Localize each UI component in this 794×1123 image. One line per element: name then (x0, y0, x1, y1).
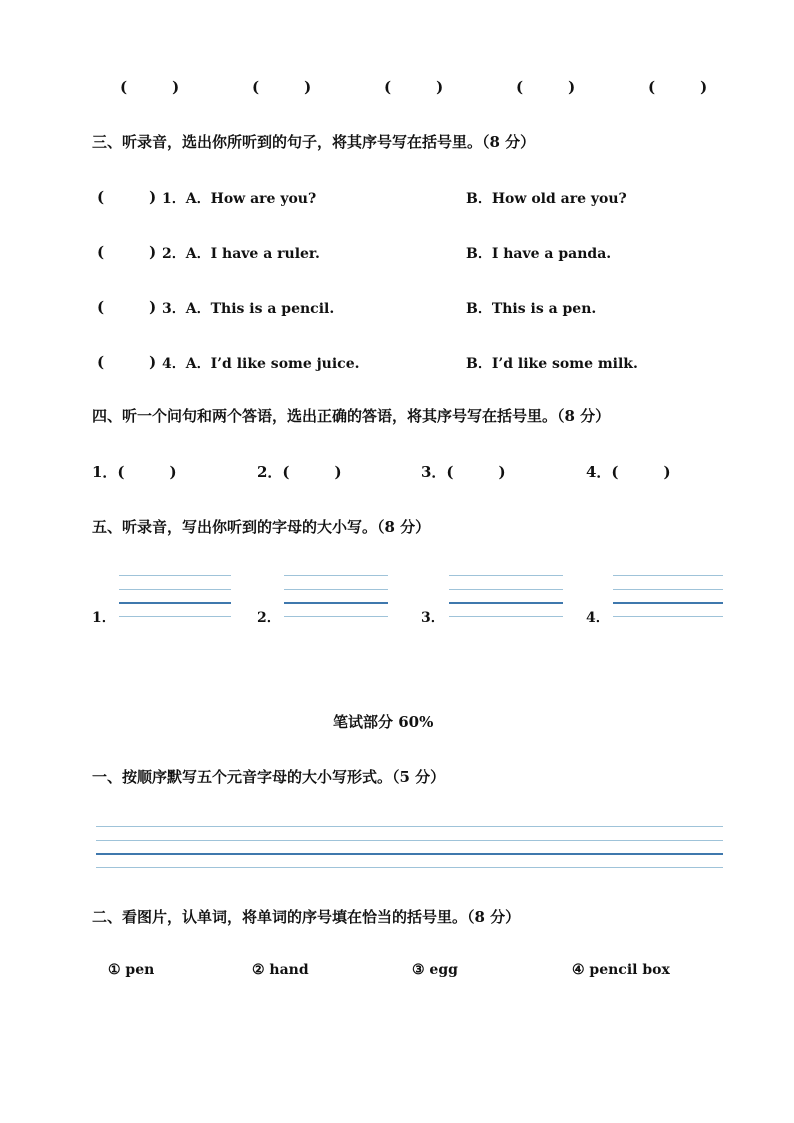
word-option: ① pen (108, 962, 155, 978)
answer-paren[interactable]: 2．( ) (257, 463, 342, 481)
item-number: 3． (421, 610, 445, 626)
option-b: B．This is a pen. (466, 301, 597, 317)
word-option: ③ egg (412, 962, 458, 978)
section-3-title: 三、听录音，选出你所听到的句子，将其序号写在括号里。（8 分） (92, 133, 536, 151)
answer-paren[interactable]: ( ) (384, 78, 444, 96)
writing-lines[interactable] (284, 575, 388, 619)
answer-paren[interactable]: 1．( ) (92, 463, 177, 481)
writing-lines[interactable] (96, 826, 723, 870)
answer-paren[interactable]: ( ) (97, 298, 157, 316)
item-number: 1． (92, 610, 116, 626)
written-heading: 笔试部分 60% (333, 713, 434, 731)
word-option: ② hand (252, 962, 309, 978)
section-4-title: 四、听一个问句和两个答语，选出正确的答语，将其序号写在括号里。（8 分） (92, 407, 611, 425)
written-q2-title: 二、看图片，认单词，将单词的序号填在恰当的括号里。（8 分） (92, 908, 521, 926)
answer-paren[interactable]: ( ) (97, 243, 157, 261)
option-a: 2．A．I have a ruler. (162, 246, 320, 262)
answer-paren[interactable]: 4．( ) (586, 463, 671, 481)
option-a: 1．A．How are you? (162, 191, 317, 207)
answer-paren[interactable]: 3．( ) (421, 463, 506, 481)
word-option: ④ pencil box (572, 962, 670, 978)
item-number: 2． (257, 610, 281, 626)
answer-paren[interactable]: ( ) (97, 188, 157, 206)
written-q1-title: 一、按顺序默写五个元音字母的大小写形式。（5 分） (92, 768, 446, 786)
answer-paren[interactable]: ( ) (252, 78, 312, 96)
option-a: 4．A．I’d like some juice. (162, 356, 360, 372)
writing-lines[interactable] (449, 575, 563, 619)
answer-paren[interactable]: ( ) (516, 78, 576, 96)
option-b: B．I’d like some milk. (466, 356, 638, 372)
answer-paren[interactable]: ( ) (120, 78, 180, 96)
option-b: B．I have a panda. (466, 246, 612, 262)
writing-lines[interactable] (613, 575, 723, 619)
section-5-title: 五、听录音，写出你听到的字母的大小写。（8 分） (92, 518, 431, 536)
option-b: B．How old are you? (466, 191, 627, 207)
option-a: 3．A．This is a pencil. (162, 301, 335, 317)
writing-lines[interactable] (119, 575, 231, 619)
answer-paren[interactable]: ( ) (97, 353, 157, 371)
item-number: 4． (586, 610, 610, 626)
answer-paren[interactable]: ( ) (648, 78, 708, 96)
